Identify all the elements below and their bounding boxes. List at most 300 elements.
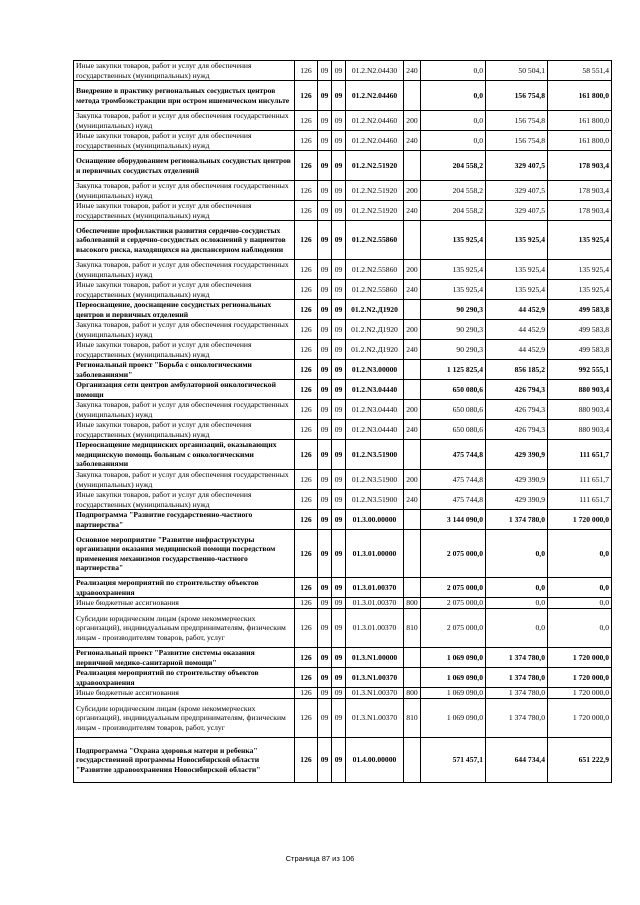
budget-table-body bbox=[74, 61, 612, 783]
amount-year-1: 90 290,3 bbox=[421, 300, 486, 320]
amount-year-3: 499 583,8 bbox=[548, 320, 612, 340]
expense-type-code: 200 bbox=[404, 181, 421, 201]
amount-year-3: 111 651,7 bbox=[548, 470, 612, 490]
section-code: 09 bbox=[318, 61, 332, 81]
amount-year-1: 2 075 000,0 bbox=[421, 598, 486, 609]
amount-year-3: 1 720 000,0 bbox=[548, 688, 612, 699]
section-code: 09 bbox=[318, 300, 332, 320]
amount-year-2: 429 390,9 bbox=[486, 470, 548, 490]
row-name: Оснащение оборудованием региональных сосудистых центров и первичных сосудистых отделений bbox=[74, 151, 295, 181]
amount-year-2: 429 390,9 bbox=[486, 440, 548, 470]
ministry-code: 126 bbox=[295, 420, 318, 440]
amount-year-1: 2 075 000,0 bbox=[421, 530, 486, 578]
target-article-code: 01.2.N2.55860 bbox=[346, 221, 404, 260]
subsection-code: 09 bbox=[332, 280, 346, 300]
expense-type-code: 240 bbox=[404, 131, 421, 151]
table-row bbox=[74, 470, 612, 490]
amount-year-1: 0,0 bbox=[421, 61, 486, 81]
expense-type-code bbox=[404, 151, 421, 181]
expense-type-code bbox=[404, 380, 421, 400]
subsection-code: 09 bbox=[332, 300, 346, 320]
ministry-code: 126 bbox=[295, 151, 318, 181]
row-name: Региональный проект "Борьба с онкологическими заболеваниями" bbox=[74, 360, 295, 380]
ministry-code: 126 bbox=[295, 81, 318, 111]
subsection-code: 09 bbox=[332, 111, 346, 131]
amount-year-1: 571 457,1 bbox=[421, 738, 486, 783]
section-code: 09 bbox=[318, 510, 332, 530]
expense-type-code: 200 bbox=[404, 260, 421, 280]
amount-year-3: 178 903,4 bbox=[548, 181, 612, 201]
table-row bbox=[74, 280, 612, 300]
ministry-code: 126 bbox=[295, 181, 318, 201]
target-article-code: 01.4.00.00000 bbox=[346, 738, 404, 783]
expense-type-code: 800 bbox=[404, 598, 421, 609]
table-row bbox=[74, 648, 612, 668]
amount-year-3: 1 720 000,0 bbox=[548, 648, 612, 668]
ministry-code: 126 bbox=[295, 609, 318, 648]
section-code: 09 bbox=[318, 151, 332, 181]
table-row bbox=[74, 111, 612, 131]
ministry-code: 126 bbox=[295, 300, 318, 320]
row-name: Реализация мероприятий по строительству объектов здравоохранения bbox=[74, 668, 295, 688]
ministry-code: 126 bbox=[295, 598, 318, 609]
amount-year-1: 3 144 090,0 bbox=[421, 510, 486, 530]
row-name: Закупка товаров, работ и услуг для обеспечения государственных (муниципальных) нужд bbox=[74, 181, 295, 201]
subsection-code: 09 bbox=[332, 420, 346, 440]
row-name: Субсидии юридическим лицам (кроме некоммерческих организаций), индивидуальным предпринимателям, физическим лицам - производителям товаров, работ, услуг bbox=[74, 609, 295, 648]
subsection-code: 09 bbox=[332, 440, 346, 470]
row-name: Закупка товаров, работ и услуг для обеспечения государственных (муниципальных) нужд bbox=[74, 260, 295, 280]
amount-year-1: 2 075 000,0 bbox=[421, 578, 486, 598]
target-article-code: 01.2.N3.04440 bbox=[346, 380, 404, 400]
row-name: Субсидии юридическим лицам (кроме некоммерческих организаций), индивидуальным предпринимателям, физическим лицам - производителям товаров, работ, услуг bbox=[74, 699, 295, 738]
amount-year-2: 44 452,9 bbox=[486, 320, 548, 340]
target-article-code: 01.3.N1.00370 bbox=[346, 688, 404, 699]
amount-year-3: 880 903,4 bbox=[548, 400, 612, 420]
section-code: 09 bbox=[318, 201, 332, 221]
amount-year-1: 1 125 825,4 bbox=[421, 360, 486, 380]
amount-year-2: 644 734,4 bbox=[486, 738, 548, 783]
table-row bbox=[74, 530, 612, 578]
amount-year-2: 0,0 bbox=[486, 578, 548, 598]
row-name: Иные бюджетные ассигнования bbox=[74, 688, 295, 699]
section-code: 09 bbox=[318, 440, 332, 470]
table-row bbox=[74, 380, 612, 400]
expense-type-code: 240 bbox=[404, 420, 421, 440]
section-code: 09 bbox=[318, 400, 332, 420]
amount-year-2: 156 754,8 bbox=[486, 81, 548, 111]
target-article-code: 01.2.N2.55860 bbox=[346, 280, 404, 300]
amount-year-3: 178 903,4 bbox=[548, 201, 612, 221]
table-row bbox=[74, 490, 612, 510]
target-article-code: 01.2.N3.00000 bbox=[346, 360, 404, 380]
row-name: Иные закупки товаров, работ и услуг для обеспечения государственных (муниципальных) нужд bbox=[74, 201, 295, 221]
expense-type-code: 240 bbox=[404, 201, 421, 221]
expense-type-code: 240 bbox=[404, 61, 421, 81]
table-row bbox=[74, 420, 612, 440]
ministry-code: 126 bbox=[295, 530, 318, 578]
expense-type-code bbox=[404, 738, 421, 783]
section-code: 09 bbox=[318, 490, 332, 510]
target-article-code: 01.2.N2.Д1920 bbox=[346, 320, 404, 340]
amount-year-3: 0,0 bbox=[548, 530, 612, 578]
amount-year-1: 475 744,8 bbox=[421, 470, 486, 490]
row-name: Иные закупки товаров, работ и услуг для обеспечения государственных (муниципальных) нужд bbox=[74, 61, 295, 81]
section-code: 09 bbox=[318, 648, 332, 668]
expense-type-code: 200 bbox=[404, 470, 421, 490]
amount-year-3: 161 800,0 bbox=[548, 131, 612, 151]
table-row bbox=[74, 151, 612, 181]
amount-year-2: 329 407,5 bbox=[486, 181, 548, 201]
target-article-code: 01.2.N2.Д1920 bbox=[346, 300, 404, 320]
subsection-code: 09 bbox=[332, 260, 346, 280]
subsection-code: 09 bbox=[332, 609, 346, 648]
target-article-code: 01.2.N3.51900 bbox=[346, 440, 404, 470]
subsection-code: 09 bbox=[332, 380, 346, 400]
ministry-code: 126 bbox=[295, 470, 318, 490]
expense-type-code bbox=[404, 81, 421, 111]
section-code: 09 bbox=[318, 699, 332, 738]
table-row bbox=[74, 598, 612, 609]
section-code: 09 bbox=[318, 738, 332, 783]
subsection-code: 09 bbox=[332, 201, 346, 221]
amount-year-3: 111 651,7 bbox=[548, 490, 612, 510]
section-code: 09 bbox=[318, 320, 332, 340]
subsection-code: 09 bbox=[332, 668, 346, 688]
row-name: Организация сети центров амбулаторной онкологической помощи bbox=[74, 380, 295, 400]
table-row bbox=[74, 131, 612, 151]
amount-year-2: 135 925,4 bbox=[486, 260, 548, 280]
amount-year-1: 1 069 090,0 bbox=[421, 668, 486, 688]
amount-year-3: 499 583,8 bbox=[548, 300, 612, 320]
ministry-code: 126 bbox=[295, 340, 318, 360]
subsection-code: 09 bbox=[332, 81, 346, 111]
amount-year-1: 204 558,2 bbox=[421, 181, 486, 201]
section-code: 09 bbox=[318, 360, 332, 380]
amount-year-1: 135 925,4 bbox=[421, 280, 486, 300]
table-row bbox=[74, 510, 612, 530]
expense-type-code: 810 bbox=[404, 609, 421, 648]
subsection-code: 09 bbox=[332, 699, 346, 738]
expense-type-code: 240 bbox=[404, 280, 421, 300]
amount-year-3: 0,0 bbox=[548, 578, 612, 598]
amount-year-2: 1 374 780,0 bbox=[486, 648, 548, 668]
table-row bbox=[74, 320, 612, 340]
amount-year-1: 90 290,3 bbox=[421, 340, 486, 360]
amount-year-2: 44 452,9 bbox=[486, 300, 548, 320]
amount-year-3: 0,0 bbox=[548, 609, 612, 648]
amount-year-2: 135 925,4 bbox=[486, 221, 548, 260]
table-row bbox=[74, 738, 612, 783]
expense-type-code: 200 bbox=[404, 320, 421, 340]
ministry-code: 126 bbox=[295, 380, 318, 400]
row-name: Иные закупки товаров, работ и услуг для обеспечения государственных (муниципальных) нужд bbox=[74, 340, 295, 360]
table-row bbox=[74, 201, 612, 221]
expense-type-code: 810 bbox=[404, 699, 421, 738]
table-row bbox=[74, 181, 612, 201]
subsection-code: 09 bbox=[332, 131, 346, 151]
ministry-code: 126 bbox=[295, 738, 318, 783]
table-row bbox=[74, 688, 612, 699]
target-article-code: 01.3.01.00370 bbox=[346, 598, 404, 609]
amount-year-2: 135 925,4 bbox=[486, 280, 548, 300]
ministry-code: 126 bbox=[295, 131, 318, 151]
amount-year-1: 1 069 090,0 bbox=[421, 688, 486, 699]
row-name: Обеспечение профилактики развития сердечно-сосудистых заболеваний и сердечно-сосудистых осложнений у пациентов высокого риска, находящихся на диспансерном наблюдении bbox=[74, 221, 295, 260]
expense-type-code: 240 bbox=[404, 340, 421, 360]
target-article-code: 01.2.N2.51920 bbox=[346, 181, 404, 201]
expense-type-code: 240 bbox=[404, 490, 421, 510]
expense-type-code bbox=[404, 578, 421, 598]
target-article-code: 01.3.N1.00000 bbox=[346, 648, 404, 668]
subsection-code: 09 bbox=[332, 688, 346, 699]
expense-type-code bbox=[404, 221, 421, 260]
amount-year-1: 650 080,6 bbox=[421, 400, 486, 420]
subsection-code: 09 bbox=[332, 340, 346, 360]
amount-year-3: 1 720 000,0 bbox=[548, 668, 612, 688]
ministry-code: 126 bbox=[295, 440, 318, 470]
subsection-code: 09 bbox=[332, 510, 346, 530]
row-name: Подпрограмма "Развитие государственно-частного партнерства" bbox=[74, 510, 295, 530]
amount-year-1: 204 558,2 bbox=[421, 201, 486, 221]
amount-year-1: 135 925,4 bbox=[421, 260, 486, 280]
amount-year-2: 329 407,5 bbox=[486, 201, 548, 221]
subsection-code: 09 bbox=[332, 738, 346, 783]
row-name: Иные бюджетные ассигнования bbox=[74, 598, 295, 609]
amount-year-1: 650 080,6 bbox=[421, 420, 486, 440]
amount-year-1: 0,0 bbox=[421, 81, 486, 111]
ministry-code: 126 bbox=[295, 320, 318, 340]
ministry-code: 126 bbox=[295, 688, 318, 699]
row-name: Иные закупки товаров, работ и услуг для обеспечения государственных (муниципальных) нужд bbox=[74, 131, 295, 151]
amount-year-1: 135 925,4 bbox=[421, 221, 486, 260]
row-name: Переоснащение, дооснащение сосудистых региональных центров и первичных отделений bbox=[74, 300, 295, 320]
ministry-code: 126 bbox=[295, 61, 318, 81]
table-row bbox=[74, 260, 612, 280]
row-name: Закупка товаров, работ и услуг для обеспечения государственных (муниципальных) нужд bbox=[74, 111, 295, 131]
row-name: Реализация мероприятий по строительству объектов здравоохранения bbox=[74, 578, 295, 598]
subsection-code: 09 bbox=[332, 578, 346, 598]
subsection-code: 09 bbox=[332, 221, 346, 260]
amount-year-3: 135 925,4 bbox=[548, 260, 612, 280]
section-code: 09 bbox=[318, 380, 332, 400]
amount-year-1: 475 744,8 bbox=[421, 440, 486, 470]
amount-year-3: 161 800,0 bbox=[548, 111, 612, 131]
expense-type-code bbox=[404, 648, 421, 668]
amount-year-3: 880 903,4 bbox=[548, 380, 612, 400]
amount-year-2: 426 794,3 bbox=[486, 420, 548, 440]
row-name: Внедрение в практику региональных сосудистых центров метода тромбоэкстракции при остром ишемическом инсульте bbox=[74, 81, 295, 111]
amount-year-2: 329 407,5 bbox=[486, 151, 548, 181]
section-code: 09 bbox=[318, 221, 332, 260]
amount-year-3: 0,0 bbox=[548, 598, 612, 609]
amount-year-2: 44 452,9 bbox=[486, 340, 548, 360]
amount-year-2: 0,0 bbox=[486, 530, 548, 578]
subsection-code: 09 bbox=[332, 400, 346, 420]
table-row bbox=[74, 221, 612, 260]
ministry-code: 126 bbox=[295, 578, 318, 598]
expense-type-code bbox=[404, 530, 421, 578]
subsection-code: 09 bbox=[332, 320, 346, 340]
target-article-code: 01.2.N2.51920 bbox=[346, 151, 404, 181]
target-article-code: 01.2.N3.51900 bbox=[346, 470, 404, 490]
target-article-code: 01.2.N2.55860 bbox=[346, 260, 404, 280]
ministry-code: 126 bbox=[295, 510, 318, 530]
amount-year-2: 856 185,2 bbox=[486, 360, 548, 380]
expense-type-code bbox=[404, 440, 421, 470]
section-code: 09 bbox=[318, 420, 332, 440]
target-article-code: 01.2.N3.04440 bbox=[346, 420, 404, 440]
amount-year-1: 2 075 000,0 bbox=[421, 609, 486, 648]
section-code: 09 bbox=[318, 530, 332, 578]
row-name: Переоснащение медицинских организаций, оказывающих медицинскую помощь больным с онкологическими заболеваниями bbox=[74, 440, 295, 470]
amount-year-3: 178 903,4 bbox=[548, 151, 612, 181]
amount-year-1: 204 558,2 bbox=[421, 151, 486, 181]
amount-year-3: 1 720 000,0 bbox=[548, 699, 612, 738]
amount-year-3: 135 925,4 bbox=[548, 221, 612, 260]
amount-year-2: 0,0 bbox=[486, 598, 548, 609]
ministry-code: 126 bbox=[295, 260, 318, 280]
subsection-code: 09 bbox=[332, 490, 346, 510]
amount-year-3: 111 651,7 bbox=[548, 440, 612, 470]
subsection-code: 09 bbox=[332, 360, 346, 380]
amount-year-2: 1 374 780,0 bbox=[486, 668, 548, 688]
target-article-code: 01.2.N2.04430 bbox=[346, 61, 404, 81]
expense-type-code: 200 bbox=[404, 111, 421, 131]
ministry-code: 126 bbox=[295, 699, 318, 738]
table-row bbox=[74, 440, 612, 470]
target-article-code: 01.3.N1.00370 bbox=[346, 699, 404, 738]
table-row bbox=[74, 699, 612, 738]
target-article-code: 01.3.00.00000 bbox=[346, 510, 404, 530]
table-row bbox=[74, 81, 612, 111]
table-row bbox=[74, 360, 612, 380]
target-article-code: 01.2.N3.51900 bbox=[346, 490, 404, 510]
section-code: 09 bbox=[318, 260, 332, 280]
row-name: Закупка товаров, работ и услуг для обеспечения государственных (муниципальных) нужд bbox=[74, 470, 295, 490]
row-name: Иные закупки товаров, работ и услуг для обеспечения государственных (муниципальных) нужд bbox=[74, 490, 295, 510]
table-row bbox=[74, 609, 612, 648]
amount-year-3: 499 583,8 bbox=[548, 340, 612, 360]
ministry-code: 126 bbox=[295, 400, 318, 420]
expense-type-code bbox=[404, 300, 421, 320]
subsection-code: 09 bbox=[332, 530, 346, 578]
ministry-code: 126 bbox=[295, 280, 318, 300]
target-article-code: 01.2.N2.51920 bbox=[346, 201, 404, 221]
amount-year-1: 90 290,3 bbox=[421, 320, 486, 340]
target-article-code: 01.2.N2.04460 bbox=[346, 81, 404, 111]
ministry-code: 126 bbox=[295, 111, 318, 131]
amount-year-1: 1 069 090,0 bbox=[421, 648, 486, 668]
amount-year-2: 1 374 780,0 bbox=[486, 699, 548, 738]
section-code: 09 bbox=[318, 280, 332, 300]
ministry-code: 126 bbox=[295, 648, 318, 668]
table-row bbox=[74, 340, 612, 360]
section-code: 09 bbox=[318, 598, 332, 609]
amount-year-3: 135 925,4 bbox=[548, 280, 612, 300]
ministry-code: 126 bbox=[295, 221, 318, 260]
amount-year-2: 156 754,8 bbox=[486, 111, 548, 131]
section-code: 09 bbox=[318, 668, 332, 688]
expense-type-code: 800 bbox=[404, 688, 421, 699]
expense-type-code: 200 bbox=[404, 400, 421, 420]
subsection-code: 09 bbox=[332, 598, 346, 609]
page-footer: Страница 87 из 106 bbox=[285, 854, 355, 863]
row-name: Подпрограмма "Охрана здоровья матери и ребенка" государственной программы Новосибирской области "Развитие здравоохранения Новосибирской области" bbox=[74, 738, 295, 783]
amount-year-2: 1 374 780,0 bbox=[486, 510, 548, 530]
expense-type-code bbox=[404, 668, 421, 688]
target-article-code: 01.3.01.00370 bbox=[346, 609, 404, 648]
target-article-code: 01.3.01.00370 bbox=[346, 578, 404, 598]
amount-year-2: 426 794,3 bbox=[486, 400, 548, 420]
target-article-code: 01.2.N2.04460 bbox=[346, 111, 404, 131]
table-row bbox=[74, 578, 612, 598]
amount-year-2: 50 504,1 bbox=[486, 61, 548, 81]
row-name: Основное мероприятие "Развитие инфраструктуры организации оказания медицинской помощи посредством применения механизмов государственно-частного партнерства" bbox=[74, 530, 295, 578]
amount-year-1: 0,0 bbox=[421, 111, 486, 131]
target-article-code: 01.2.N2.04460 bbox=[346, 131, 404, 151]
expense-type-code bbox=[404, 510, 421, 530]
amount-year-3: 651 222,9 bbox=[548, 738, 612, 783]
amount-year-2: 156 754,8 bbox=[486, 131, 548, 151]
section-code: 09 bbox=[318, 111, 332, 131]
amount-year-3: 161 800,0 bbox=[548, 81, 612, 111]
amount-year-2: 429 390,9 bbox=[486, 490, 548, 510]
table-row bbox=[74, 300, 612, 320]
budget-table-sheet bbox=[73, 60, 611, 783]
section-code: 09 bbox=[318, 131, 332, 151]
amount-year-2: 426 794,3 bbox=[486, 380, 548, 400]
section-code: 09 bbox=[318, 578, 332, 598]
row-name: Закупка товаров, работ и услуг для обеспечения государственных (муниципальных) нужд bbox=[74, 320, 295, 340]
amount-year-3: 1 720 000,0 bbox=[548, 510, 612, 530]
amount-year-1: 650 080,6 bbox=[421, 380, 486, 400]
target-article-code: 01.3.01.00000 bbox=[346, 530, 404, 578]
subsection-code: 09 bbox=[332, 181, 346, 201]
ministry-code: 126 bbox=[295, 201, 318, 221]
amount-year-2: 1 374 780,0 bbox=[486, 688, 548, 699]
subsection-code: 09 bbox=[332, 61, 346, 81]
amount-year-3: 58 551,4 bbox=[548, 61, 612, 81]
section-code: 09 bbox=[318, 181, 332, 201]
row-name: Закупка товаров, работ и услуг для обеспечения государственных (муниципальных) нужд bbox=[74, 400, 295, 420]
ministry-code: 126 bbox=[295, 668, 318, 688]
ministry-code: 126 bbox=[295, 490, 318, 510]
subsection-code: 09 bbox=[332, 151, 346, 181]
subsection-code: 09 bbox=[332, 470, 346, 490]
row-name: Иные закупки товаров, работ и услуг для обеспечения государственных (муниципальных) нужд bbox=[74, 420, 295, 440]
row-name: Региональный проект "Развитие системы оказания первичной медико-санитарной помощи" bbox=[74, 648, 295, 668]
section-code: 09 bbox=[318, 688, 332, 699]
target-article-code: 01.2.N2.Д1920 bbox=[346, 340, 404, 360]
amount-year-3: 880 903,4 bbox=[548, 420, 612, 440]
table-row bbox=[74, 61, 612, 81]
table-row bbox=[74, 668, 612, 688]
amount-year-1: 1 069 090,0 bbox=[421, 699, 486, 738]
row-name: Иные закупки товаров, работ и услуг для обеспечения государственных (муниципальных) нужд bbox=[74, 280, 295, 300]
ministry-code: 126 bbox=[295, 360, 318, 380]
table-row bbox=[74, 400, 612, 420]
section-code: 09 bbox=[318, 81, 332, 111]
budget-table bbox=[73, 60, 612, 783]
expense-type-code bbox=[404, 360, 421, 380]
subsection-code: 09 bbox=[332, 648, 346, 668]
section-code: 09 bbox=[318, 470, 332, 490]
amount-year-2: 0,0 bbox=[486, 609, 548, 648]
amount-year-3: 992 555,1 bbox=[548, 360, 612, 380]
target-article-code: 01.2.N3.04440 bbox=[346, 400, 404, 420]
section-code: 09 bbox=[318, 609, 332, 648]
